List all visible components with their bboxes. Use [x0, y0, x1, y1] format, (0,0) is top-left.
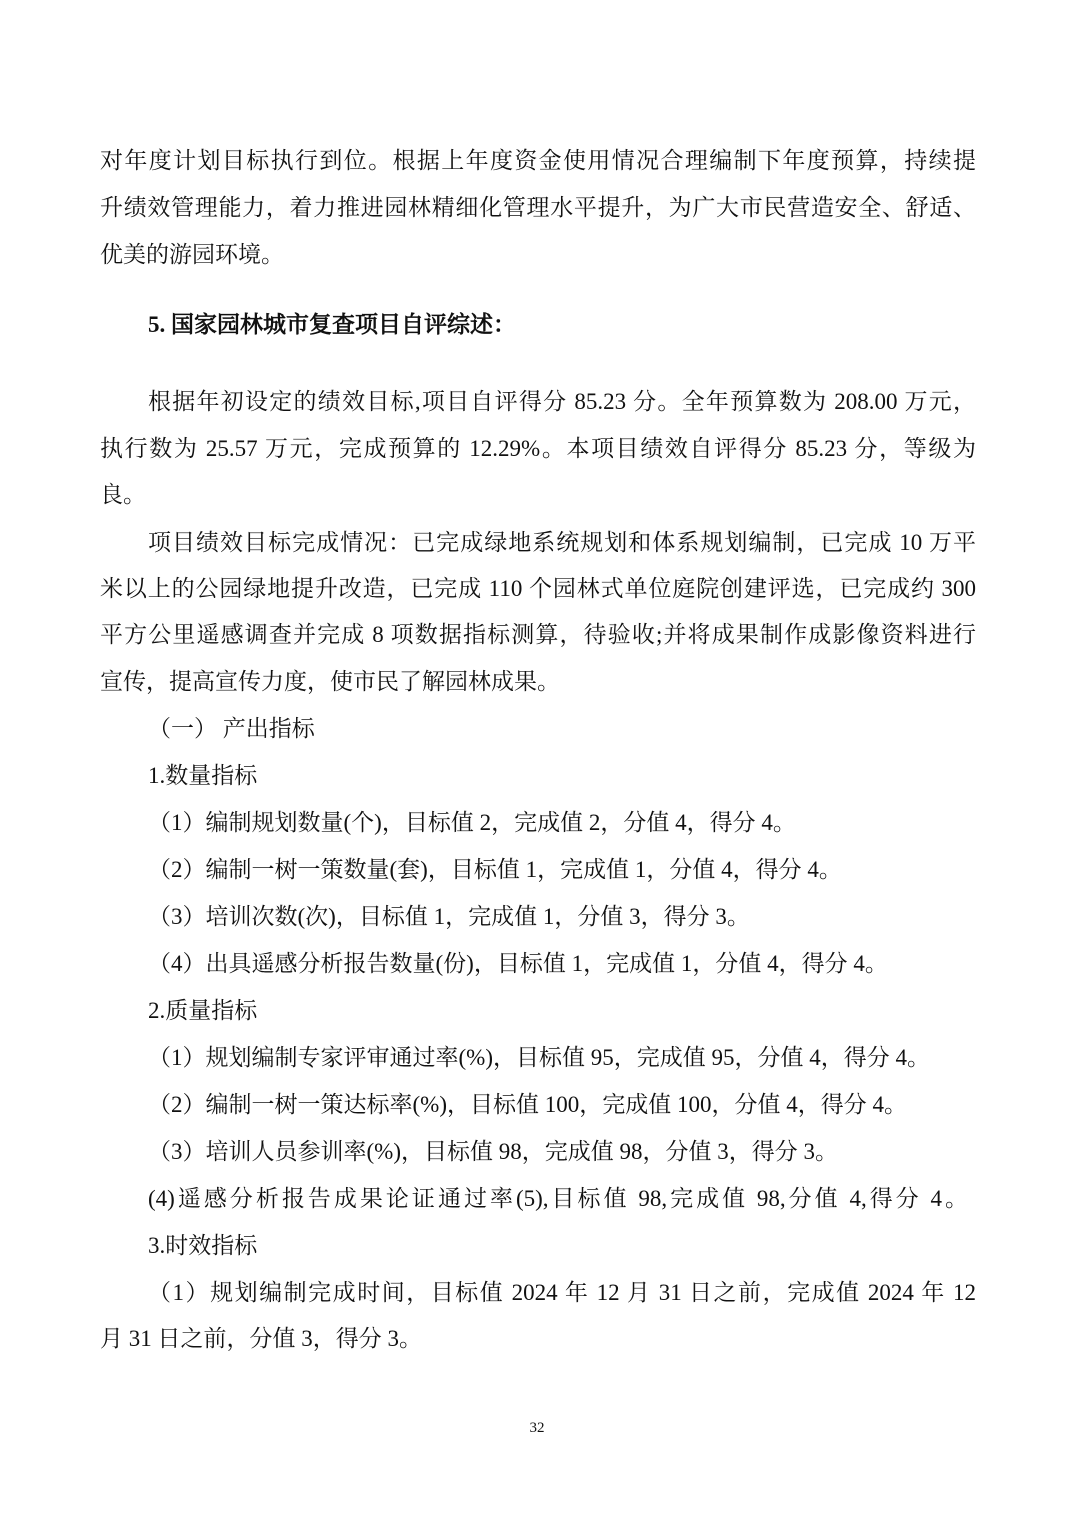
- output-heading: （一） 产出指标: [148, 716, 315, 741]
- timeliness-title: 3.时效指标: [148, 1233, 258, 1258]
- section-heading: 5. 国家园林城市复查项目自评综述：: [148, 312, 516, 337]
- completion-line: 米以上的公园绿地提升改造，已完成 110 个园林式单位庭院创建评选，已完成约 300: [100, 576, 976, 601]
- quantity-item: （4）出具遥感分析报告数量(份)，目标值 1，完成值 1，分值 4，得分 4。: [148, 951, 888, 976]
- intro-line: 优美的游园环境。: [100, 242, 284, 267]
- completion-line: 平方公里遥感调查并完成 8 项数据指标测算，待验收;并将成果制作成影像资料进行: [100, 622, 976, 647]
- summary-line: 良。: [100, 482, 146, 507]
- quality-title: 2.质量指标: [148, 998, 258, 1023]
- summary-line: 根据年初设定的绩效目标,项目自评得分 85.23 分。全年预算数为 208.00 万元，: [148, 389, 976, 414]
- quantity-item: （3）培训次数(次)，目标值 1，完成值 1，分值 3，得分 3。: [148, 904, 750, 929]
- timeliness-line: 月 31 日之前，分值 3，得分 3。: [100, 1326, 422, 1351]
- quality-item: （3）培训人员参训率(%)，目标值 98，完成值 98，分值 3，得分 3。: [148, 1139, 838, 1164]
- completion-line: 宣传，提高宣传力度，使市民了解园林成果。: [100, 669, 560, 694]
- intro-line: 对年度计划目标执行到位。根据上年度资金使用情况合理编制下年度预算，持续提: [100, 148, 976, 173]
- intro-line: 升绩效管理能力，着力推进园林精细化管理水平提升，为广大市民营造安全、舒适、: [100, 195, 976, 220]
- timeliness-line: （1）规划编制完成时间，目标值 2024 年 12 月 31 日之前，完成值 2024 年 12: [148, 1280, 977, 1305]
- summary-line: 执行数为 25.57 万元，完成预算的 12.29%。本项目绩效自评得分 85.23 分，等级为: [100, 436, 976, 461]
- quality-item: （2）编制一树一策达标率(%)，目标值 100，完成值 100，分值 4，得分 4。: [148, 1092, 907, 1117]
- completion-line: 项目绩效目标完成情况：已完成绿地系统规划和体系规划编制，已完成 10 万平: [148, 530, 976, 555]
- quality-item: (4)遥感分析报告成果论证通过率(5),目标值 98,完成值 98,分值 4,得分 4。: [148, 1186, 968, 1211]
- quantity-item: （2）编制一树一策数量(套)，目标值 1，完成值 1，分值 4，得分 4。: [148, 857, 842, 882]
- quantity-item: （1）编制规划数量(个)，目标值 2，完成值 2，分值 4，得分 4。: [148, 810, 796, 835]
- quantity-title: 1.数量指标: [148, 763, 258, 788]
- quality-item: （1）规划编制专家评审通过率(%)，目标值 95，完成值 95，分值 4，得分 4。: [148, 1045, 930, 1070]
- page-number: 32: [529, 1420, 545, 1436]
